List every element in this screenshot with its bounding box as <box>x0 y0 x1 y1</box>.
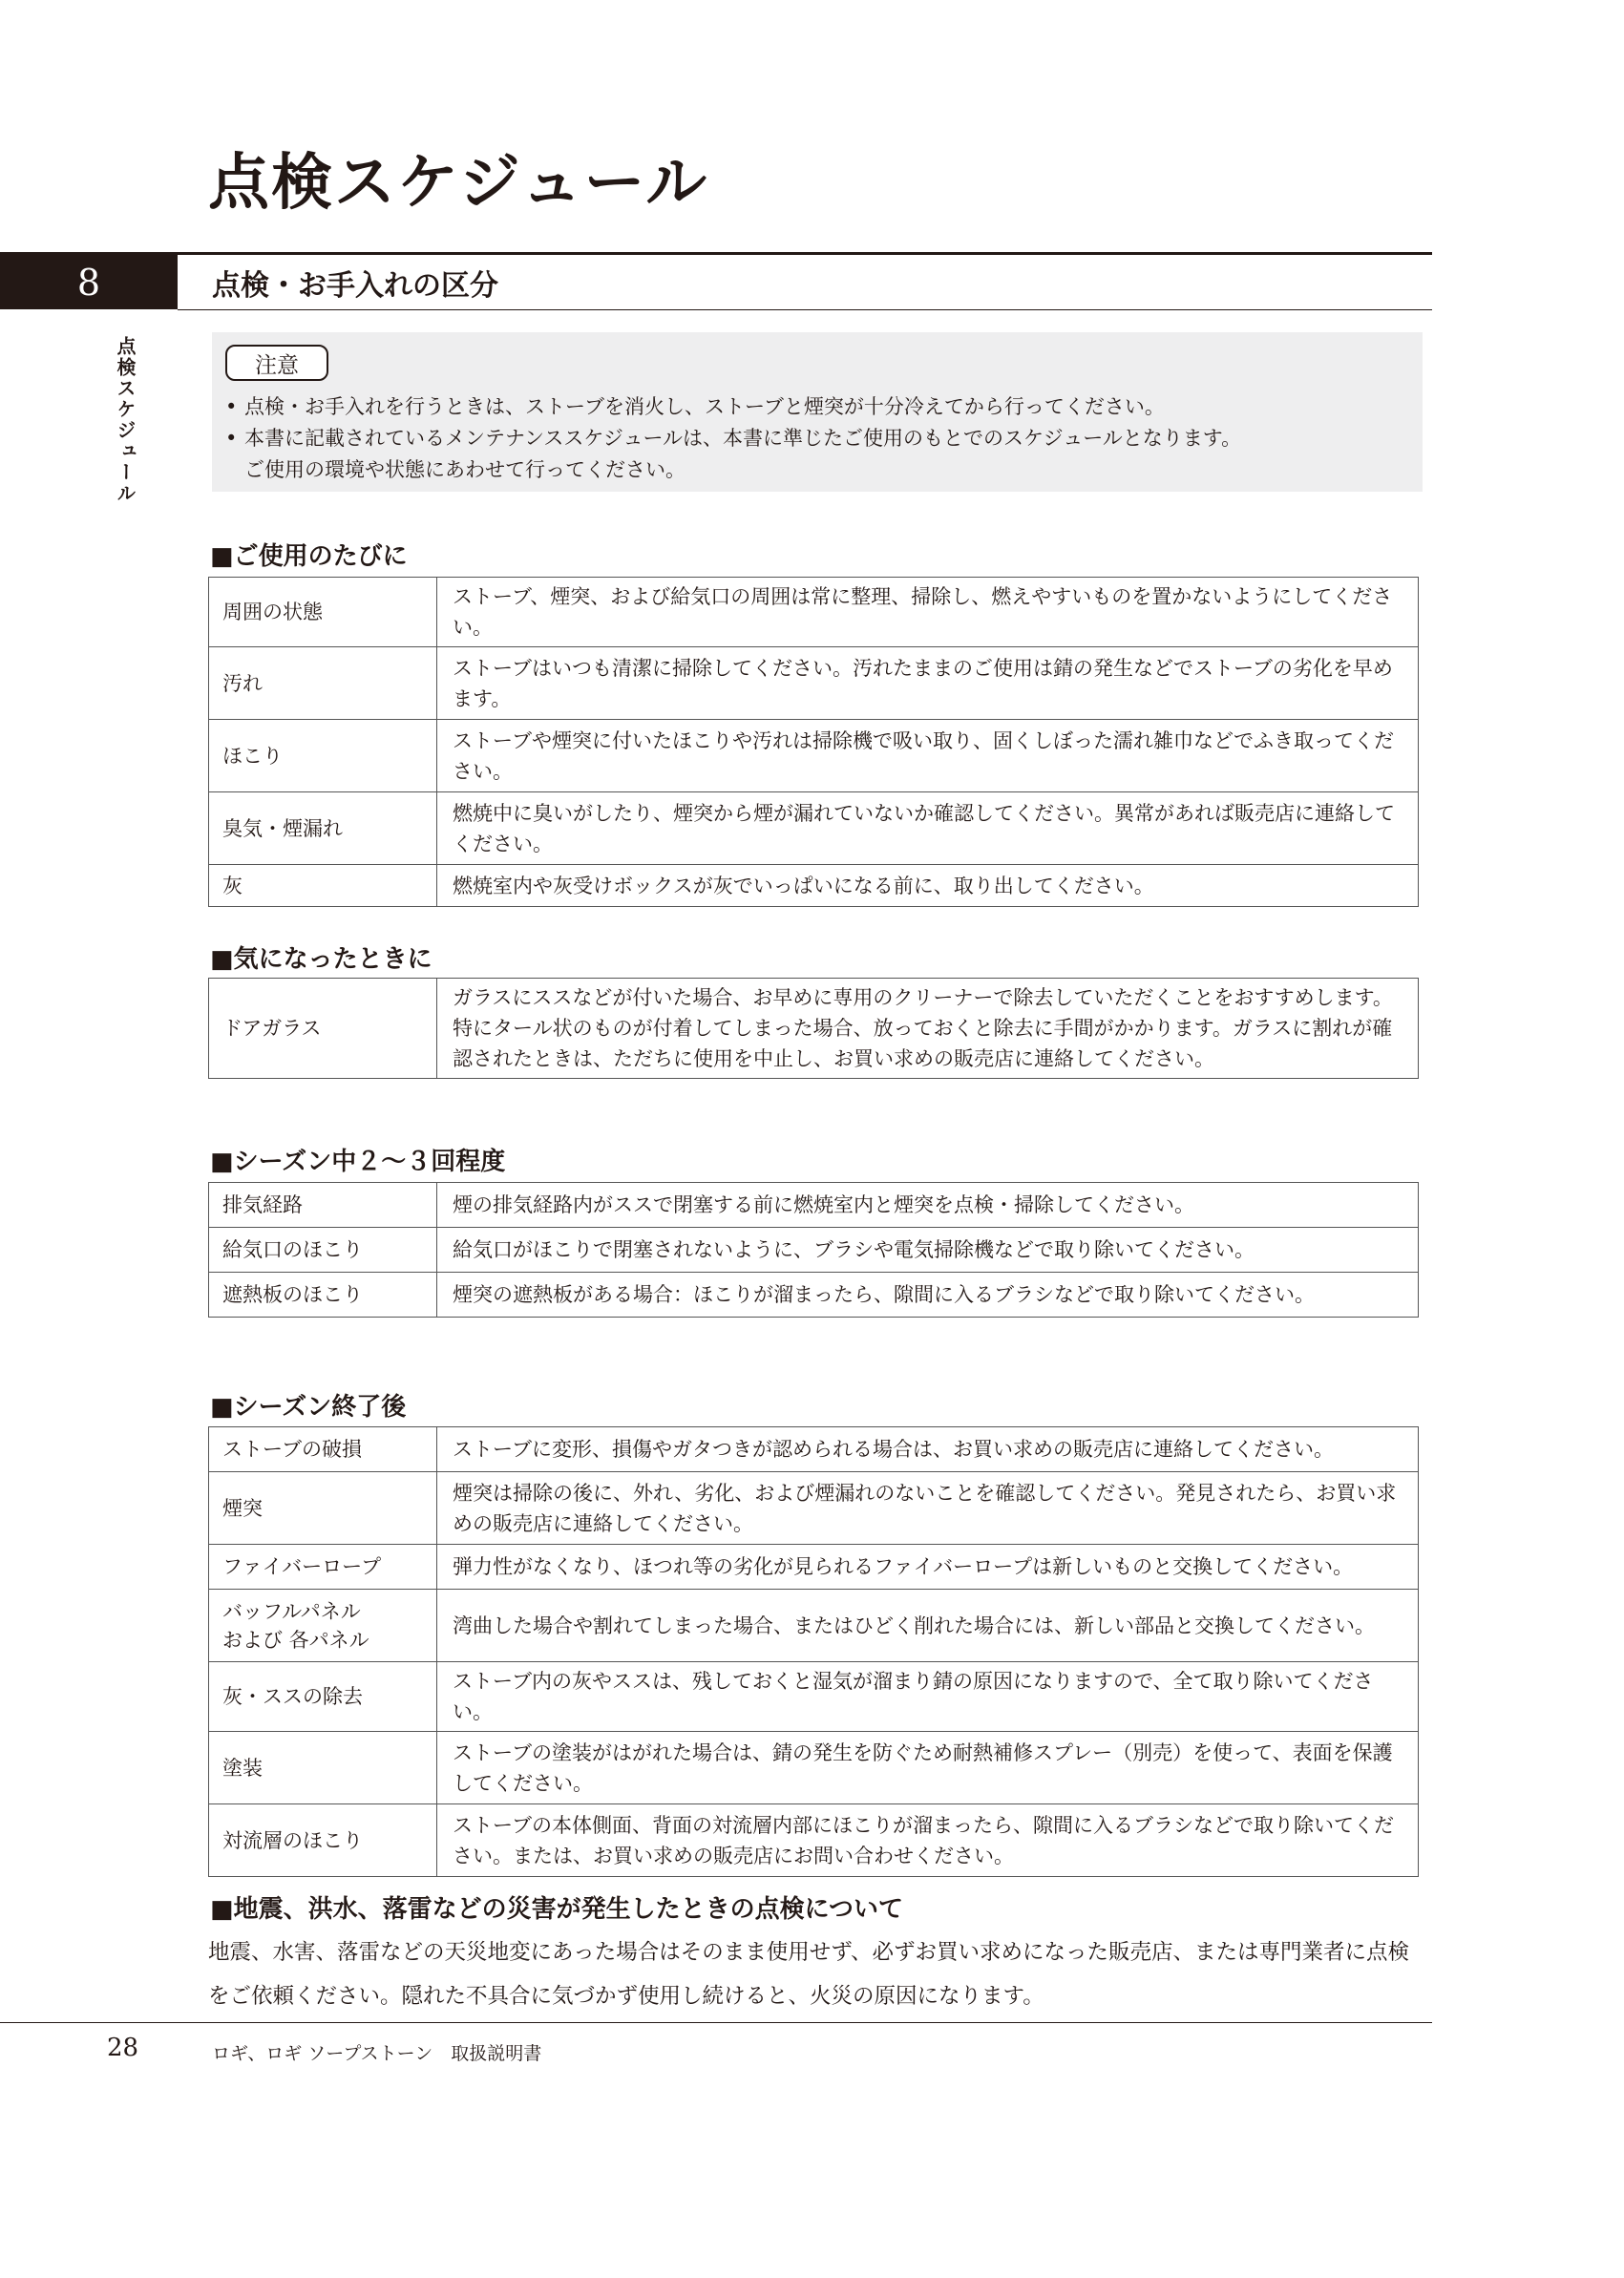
section-number: 8 <box>0 255 178 309</box>
item-cell: 対流層のほこり <box>209 1804 437 1877</box>
table-row <box>209 1732 1419 1804</box>
group-heading: ■シーズン終了後 <box>210 1393 407 1422</box>
item-cell: ほこり <box>209 720 437 792</box>
description-cell: 燃焼室内や灰受けボックスが灰でいっぱいになる前に、取り出してください。 <box>437 865 1419 907</box>
schedule-table <box>208 978 1419 1079</box>
description-cell: 煙の排気経路内がススで閉塞する前に燃焼室内と煙突を点検・掃除してください。 <box>437 1183 1419 1228</box>
schedule-table <box>208 1426 1419 1877</box>
page-number: 28 <box>107 2034 139 2062</box>
table-row <box>209 578 1419 647</box>
item-cell: バッフルパネル および 各パネル <box>209 1590 437 1662</box>
caution-text: ご使用の環境や状態にあわせて行ってください。 <box>244 458 685 481</box>
description-cell: ストーブ内の灰やススは、残しておくと湿気が溜まり錆の原因になりますので、全て取り除いてください。 <box>437 1662 1419 1732</box>
schedule-table <box>208 577 1419 907</box>
caution-text: 点検・お手入れを行うときは、ストーブを消火し、ストーブと煙突が十分冷えてから行ってください。 <box>244 395 1165 418</box>
description-cell: ストーブ、煙突、および給気口の周囲は常に整理、掃除し、燃えやすいものを置かないようにしてください。 <box>437 578 1419 647</box>
section-rule <box>178 309 1432 310</box>
item-cell: ファイバーロープ <box>209 1545 437 1590</box>
schedule-table <box>208 1182 1419 1318</box>
item-cell: 給気口のほこり <box>209 1228 437 1273</box>
item-cell: 灰 <box>209 865 437 907</box>
description-cell: 湾曲した場合や割れてしまった場合、またはひどく削れた場合には、新しい部品と交換してください。 <box>437 1590 1419 1662</box>
caution-line <box>225 427 1242 450</box>
table-row <box>209 1590 1419 1662</box>
description-cell: 煙突の遮熱板がある場合：ほこりが溜まったら、隙間に入るブラシなどで取り除いてください。 <box>437 1273 1419 1318</box>
table-row <box>209 1472 1419 1545</box>
page-title: 点検スケジュール <box>208 147 709 219</box>
caution-box <box>212 332 1423 492</box>
item-cell: 灰・ススの除去 <box>209 1662 437 1732</box>
caution-text: 本書に記載されているメンテナンススケジュールは、本書に準じたご使用のもとでのスケジュールとなります。 <box>244 427 1242 450</box>
table-row <box>209 647 1419 720</box>
group-heading: ■シーズン中２～３回程度 <box>210 1148 506 1176</box>
table-row <box>209 865 1419 907</box>
table-row <box>209 1273 1419 1318</box>
item-cell: 遮熱板のほこり <box>209 1273 437 1318</box>
caution-line <box>244 460 685 480</box>
item-cell: ストーブの破損 <box>209 1427 437 1472</box>
group-heading: ■気になったときに <box>210 945 432 974</box>
description-cell: 燃焼中に臭いがしたり、煙突から煙が漏れていないか確認してください。異常があれば販売店に連絡してください。 <box>437 792 1419 865</box>
item-cell: 煙突 <box>209 1472 437 1545</box>
table-row <box>209 1662 1419 1732</box>
table-row <box>209 720 1419 792</box>
caution-badge: 注意 <box>225 345 328 381</box>
description-cell: ストーブはいつも清潔に掃除してください。汚れたままのご使用は錆の発生などでストーブの劣化を早めます。 <box>437 647 1419 720</box>
item-cell: 汚れ <box>209 647 437 720</box>
bullet-icon: • <box>225 427 238 450</box>
section-heading: 点検・お手入れの区分 <box>212 268 498 303</box>
item-cell: 臭気・煙漏れ <box>209 792 437 865</box>
table-row <box>209 979 1419 1079</box>
table-row <box>209 1427 1419 1472</box>
caution-line <box>225 395 1165 418</box>
bullet-icon: • <box>225 395 238 418</box>
group-heading: ■ご使用のたびに <box>210 542 408 571</box>
description-cell: 煙突は掃除の後に、外れ、劣化、および煙漏れのないことを確認してください。発見されたら、お買い求めの販売店に連絡してください。 <box>437 1472 1419 1545</box>
description-cell: ストーブの塗装がはがれた場合は、錆の発生を防ぐため耐熱補修スプレー（別売）を使って、表面を保護してください。 <box>437 1732 1419 1804</box>
table-row <box>209 1228 1419 1273</box>
disaster-body: 地震、水害、落雷などの天災地変にあった場合はそのまま使用せず、必ずお買い求めになった販売店、または専門業者に点検をご依頼ください。隠れた不具合に気づかず使用し続けると、火災の原因になります。 <box>208 1940 1409 2009</box>
side-label: 点検スケジュール <box>114 336 137 504</box>
table-row <box>209 1804 1419 1877</box>
footer-rule <box>0 2022 1432 2023</box>
item-cell: ドアガラス <box>209 979 437 1079</box>
description-cell: 弾力性がなくなり、ほつれ等の劣化が見られるファイバーロープは新しいものと交換してください。 <box>437 1545 1419 1590</box>
description-cell: 給気口がほこりで閉塞されないように、ブラシや電気掃除機などで取り除いてください。 <box>437 1228 1419 1273</box>
disaster-heading: ■地震、洪水、落雷などの災害が発生したときの点検について <box>210 1895 904 1924</box>
table-row <box>209 792 1419 865</box>
table-row <box>209 1545 1419 1590</box>
item-cell: 排気経路 <box>209 1183 437 1228</box>
description-cell: ストーブの本体側面、背面の対流層内部にほこりが溜まったら、隙間に入るブラシなどで取り除いてください。または、お買い求めの販売店にお問い合わせください。 <box>437 1804 1419 1877</box>
item-cell: 周囲の状態 <box>209 578 437 647</box>
description-cell: ガラスにススなどが付いた場合、お早めに専用のクリーナーで除去していただくことをおすすめします。特にタール状のものが付着してしまった場合、放っておくと除去に手間がかかります。ガラスに割れが確認されたときは、ただちに使用を中止し、お買い求めの販売店に連絡してください。 <box>437 979 1419 1079</box>
description-cell: ストーブに変形、損傷やガタつきが認められる場合は、お買い求めの販売店に連絡してください。 <box>437 1427 1419 1472</box>
item-cell: 塗装 <box>209 1732 437 1804</box>
description-cell: ストーブや煙突に付いたほこりや汚れは掃除機で吸い取り、固くしぼった濡れ雑巾などでふき取ってください。 <box>437 720 1419 792</box>
table-row <box>209 1183 1419 1228</box>
footer-title: ロギ、ロギ ソープストーン 取扱説明書 <box>212 2043 542 2064</box>
